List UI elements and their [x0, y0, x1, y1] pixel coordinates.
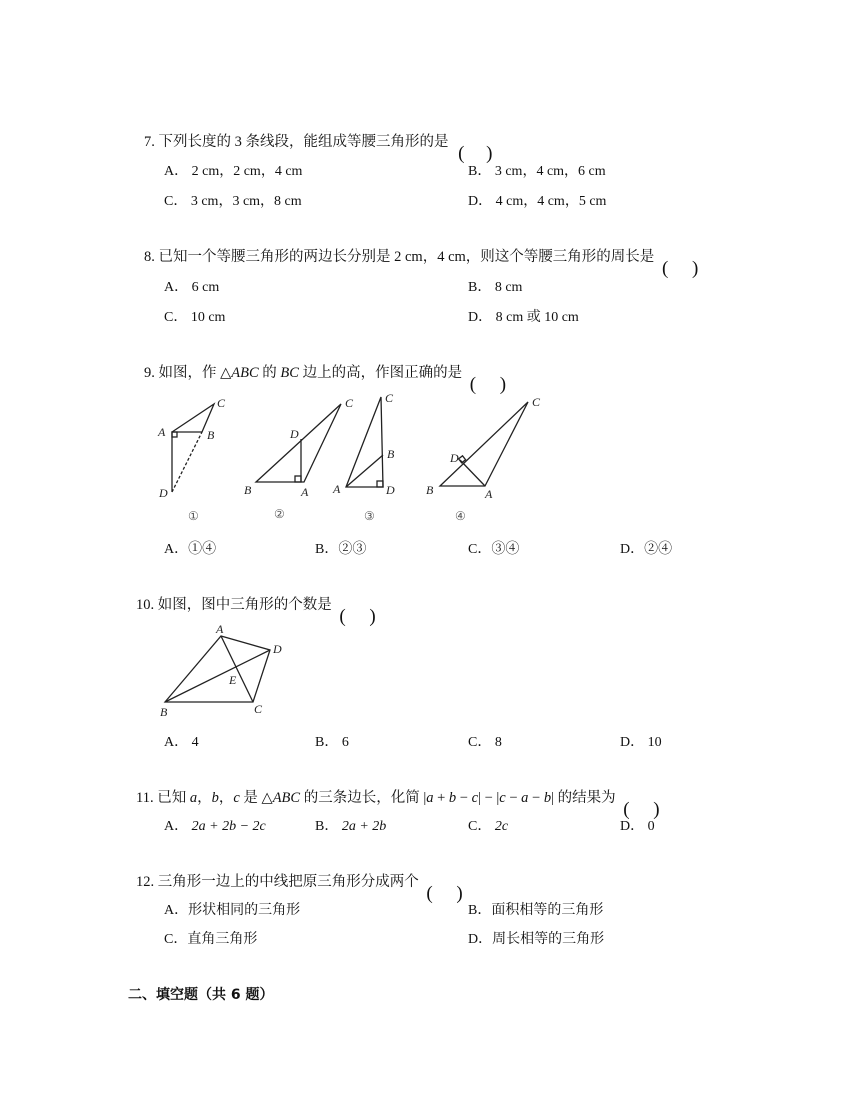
option-prefix: C． [468, 819, 495, 834]
stem-text: | − | [478, 790, 500, 806]
section-title: 二、填空题（共 6 题） [128, 987, 274, 1003]
figure-number: ④ [455, 509, 466, 523]
q7-stem [144, 130, 496, 164]
option-prefix: D． [620, 819, 648, 834]
q12-option-a[interactable]: A．形状相同的三角形 [164, 903, 301, 918]
label-a: A [158, 425, 166, 439]
q10-stem [136, 593, 379, 627]
q11-option-a[interactable] [164, 815, 266, 835]
paren-close: ) [456, 883, 463, 904]
q10-option-c[interactable]: C． 8 [468, 735, 502, 750]
option-prefix: A． [164, 819, 192, 834]
q11-option-b[interactable] [315, 815, 386, 835]
label-c: C [217, 396, 226, 410]
math-var: a [189, 790, 198, 806]
label-d: D [450, 451, 459, 465]
label-d: D [159, 486, 168, 500]
q8-stem-text: 8. 已知一个等腰三角形的两边长分别是 2 cm，4 cm，则这个等腰三角形的周长是 [144, 249, 655, 265]
q10-option-a[interactable]: A． 4 [164, 735, 199, 750]
q10-option-b[interactable]: B． 6 [315, 735, 349, 750]
paren-open: ( [661, 258, 669, 279]
label-d: D [290, 427, 299, 441]
math-var: b [448, 790, 457, 806]
label-d: D [273, 642, 282, 656]
stem-text: + [433, 790, 449, 806]
paren-close: ) [369, 606, 376, 627]
q7-option-a[interactable]: A． 2 cm，2 cm，4 cm [164, 164, 303, 179]
q10-figure [155, 620, 295, 720]
label-c: C [345, 396, 354, 410]
label-a: A [301, 485, 309, 499]
math-var: a [521, 790, 529, 806]
q9-option-d[interactable]: D．②④ [620, 542, 673, 557]
paren-open: ( [339, 606, 346, 627]
stem-text: | 的结果为 [551, 790, 616, 806]
math-var: BC [280, 365, 299, 381]
q11-stem [136, 786, 663, 820]
stem-text: 的三条边长，化简 | [300, 790, 427, 806]
stem-text: − [456, 790, 472, 806]
q9-option-c[interactable]: C．③④ [468, 542, 520, 557]
q7-option-b[interactable]: B． 3 cm，4 cm，6 cm [468, 164, 606, 179]
math-var: a [426, 790, 434, 806]
q12-stem [136, 870, 466, 904]
q8-option-a[interactable]: A． 6 cm [164, 280, 220, 295]
math-var: c [233, 790, 240, 806]
label-b: B [244, 483, 252, 497]
stem-text: 是 △ [239, 790, 273, 806]
stem-text: ， [197, 790, 212, 806]
stem-text: 边上的高，作图正确的是 [298, 365, 463, 381]
label-c: C [532, 395, 541, 409]
q9-figures [150, 390, 550, 530]
label-b: B [207, 428, 215, 442]
stem-text: 9. 如图，作 △ [144, 365, 232, 381]
stem-text: 11. 已知 [136, 790, 190, 806]
paren-open: ( [469, 374, 477, 395]
q7-option-c[interactable]: C． 3 cm，3 cm，8 cm [164, 194, 302, 209]
figure-number: ① [188, 509, 199, 523]
stem-text: − [505, 790, 522, 806]
stem-text: 的 [258, 365, 281, 381]
q9-figure-1 [172, 404, 214, 492]
q8-option-d[interactable]: D． 8 cm 或 10 cm [468, 310, 579, 325]
label-a: A [333, 482, 341, 496]
q8-option-c[interactable]: C． 10 cm [164, 310, 226, 325]
q7-option-d[interactable]: D． 4 cm，4 cm，5 cm [468, 194, 607, 209]
paren-open: ( [426, 883, 433, 904]
paren-close: ) [486, 143, 493, 164]
q9-figure-2 [256, 404, 341, 482]
q9-stem [144, 361, 510, 395]
option-expression: 0 [647, 819, 655, 834]
math-var: b [543, 790, 552, 806]
math-var: b [211, 790, 219, 806]
paren-close: ) [653, 799, 660, 820]
label-b: B [387, 447, 395, 461]
label-a: A [216, 622, 224, 636]
label-e: E [229, 673, 237, 687]
option-expression: 2a + 2b [341, 819, 387, 834]
label-c: C [254, 702, 263, 716]
q8-stem [144, 245, 702, 279]
paren-open: ( [458, 143, 465, 164]
label-c: C [385, 391, 394, 405]
math-var: ABC [272, 790, 301, 806]
label-d: D [386, 483, 395, 497]
q9-option-a[interactable]: A．①④ [164, 542, 217, 557]
q12-stem-text: 12. 三角形一边上的中线把原三角形分成两个 [136, 874, 419, 890]
figure-number: ② [274, 507, 285, 521]
q10-stem-text: 10. 如图，图中三角形的个数是 [136, 597, 332, 613]
figure-number: ③ [364, 509, 375, 523]
q11-option-c[interactable] [468, 815, 508, 835]
label-b: B [160, 705, 168, 719]
math-var: c [471, 790, 479, 806]
q11-option-d[interactable] [620, 815, 655, 835]
q10-option-d[interactable]: D． 10 [620, 735, 662, 750]
label-a: A [485, 487, 493, 501]
q12-option-d[interactable]: D．周长相等的三角形 [468, 932, 605, 947]
option-prefix: B． [315, 819, 342, 834]
q12-option-b[interactable]: B．面积相等的三角形 [468, 903, 604, 918]
math-var: c [499, 790, 506, 806]
paren-close: ) [499, 374, 507, 395]
q7-stem-text: 7. 下列长度的 3 条线段，能组成等腰三角形的是 [144, 134, 449, 150]
q9-figure-3 [346, 397, 383, 487]
stem-text: − [528, 790, 544, 806]
option-expression: 2c [494, 819, 509, 834]
math-var: ABC [231, 365, 259, 381]
q9-figure-4 [440, 402, 528, 486]
label-b: B [426, 483, 434, 497]
q12-option-c[interactable]: C．直角三角形 [164, 932, 258, 947]
q9-option-b[interactable]: B．②③ [315, 542, 367, 557]
option-expression: 2a + 2b − 2c [191, 819, 266, 834]
stem-text: ， [218, 790, 234, 806]
paren-open: ( [623, 799, 630, 820]
paren-close: ) [691, 258, 699, 279]
q8-option-b[interactable]: B． 8 cm [468, 280, 523, 295]
